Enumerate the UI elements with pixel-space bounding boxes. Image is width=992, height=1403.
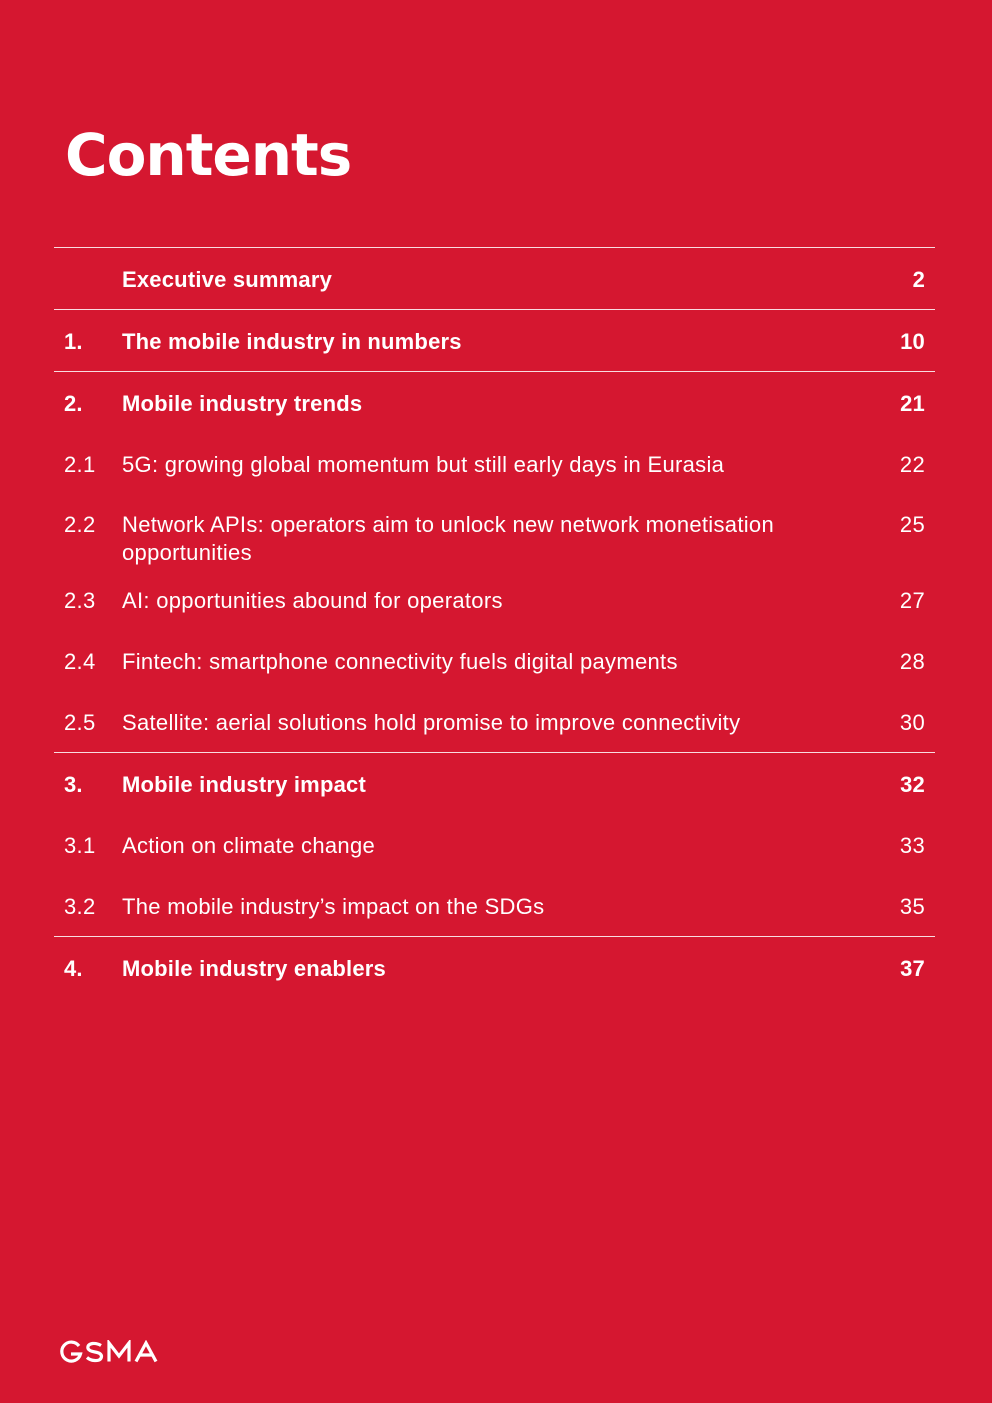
toc-entry-title: Satellite: aerial solutions hold promise to improve connectivity — [122, 710, 741, 735]
toc-entry-page: 35 — [899, 894, 925, 919]
toc-entry-page: 32 — [900, 772, 925, 797]
toc-entry-page: 2 — [912, 267, 925, 292]
toc-entry-section-4[interactable] — [54, 937, 935, 998]
toc-entry-section-2-5[interactable] — [54, 691, 935, 752]
toc-entry-title: Mobile industry impact — [122, 772, 366, 797]
toc-entry-section-2-1[interactable] — [54, 433, 935, 494]
toc-entry-page: 30 — [899, 710, 925, 735]
toc-entry-number: 1. — [64, 329, 83, 354]
toc-entry-number: 2.5 — [64, 710, 96, 735]
toc-entry-title: Mobile industry enablers — [122, 956, 386, 981]
table-of-contents — [54, 247, 935, 998]
toc-entry-section-3[interactable] — [54, 753, 935, 814]
toc-entry-title: Executive summary — [122, 267, 333, 292]
toc-entry-section-3-1[interactable] — [54, 814, 935, 875]
toc-entry-title: Fintech: smartphone connectivity fuels digital payments — [122, 649, 678, 674]
toc-entry-title: Network APIs: operators aim to unlock new network monetisation opportunities — [122, 512, 775, 565]
toc-entry-title: Mobile industry trends — [122, 391, 363, 416]
toc-entry-title: AI: opportunities abound for operators — [122, 588, 503, 613]
toc-entry-number: 2.4 — [64, 649, 96, 674]
toc-entry-number: 3.1 — [64, 833, 96, 858]
toc-entry-page: 22 — [899, 452, 925, 477]
toc-entry-title: The mobile industry’s impact on the SDGs — [122, 894, 545, 919]
toc-entry-section-2-2[interactable] — [54, 494, 935, 569]
toc-entry-page: 27 — [899, 588, 925, 613]
toc-entry-page: 37 — [900, 956, 925, 981]
toc-entry-section-2-4[interactable] — [54, 630, 935, 691]
toc-entry-section-2[interactable] — [54, 372, 935, 433]
toc-entry-executive-summary[interactable] — [54, 248, 935, 309]
toc-entry-section-1[interactable] — [54, 310, 935, 371]
toc-entry-title: The mobile industry in numbers — [122, 329, 462, 354]
toc-entry-section-2-3[interactable] — [54, 569, 935, 630]
toc-entry-title: 5G: growing global momentum but still early days in Eurasia — [122, 452, 725, 477]
toc-entry-number: 2.2 — [64, 512, 96, 537]
toc-entry-number: 4. — [64, 956, 83, 981]
toc-entry-page: 10 — [900, 329, 925, 354]
toc-entry-section-3-2[interactable] — [54, 875, 935, 936]
toc-entry-number: 3. — [64, 772, 83, 797]
toc-entry-page: 21 — [900, 391, 925, 416]
toc-entry-number: 2.1 — [64, 452, 96, 477]
gsma-logo — [57, 1340, 179, 1364]
toc-entry-number: 2. — [64, 391, 83, 416]
toc-entry-page: 25 — [899, 512, 925, 537]
toc-entry-page: 28 — [899, 649, 925, 674]
toc-entry-page: 33 — [899, 833, 925, 858]
toc-entry-number: 3.2 — [64, 894, 96, 919]
toc-entry-title: Action on climate change — [122, 833, 376, 858]
toc-entry-number: 2.3 — [64, 588, 96, 613]
page-title: Contents — [65, 121, 352, 189]
